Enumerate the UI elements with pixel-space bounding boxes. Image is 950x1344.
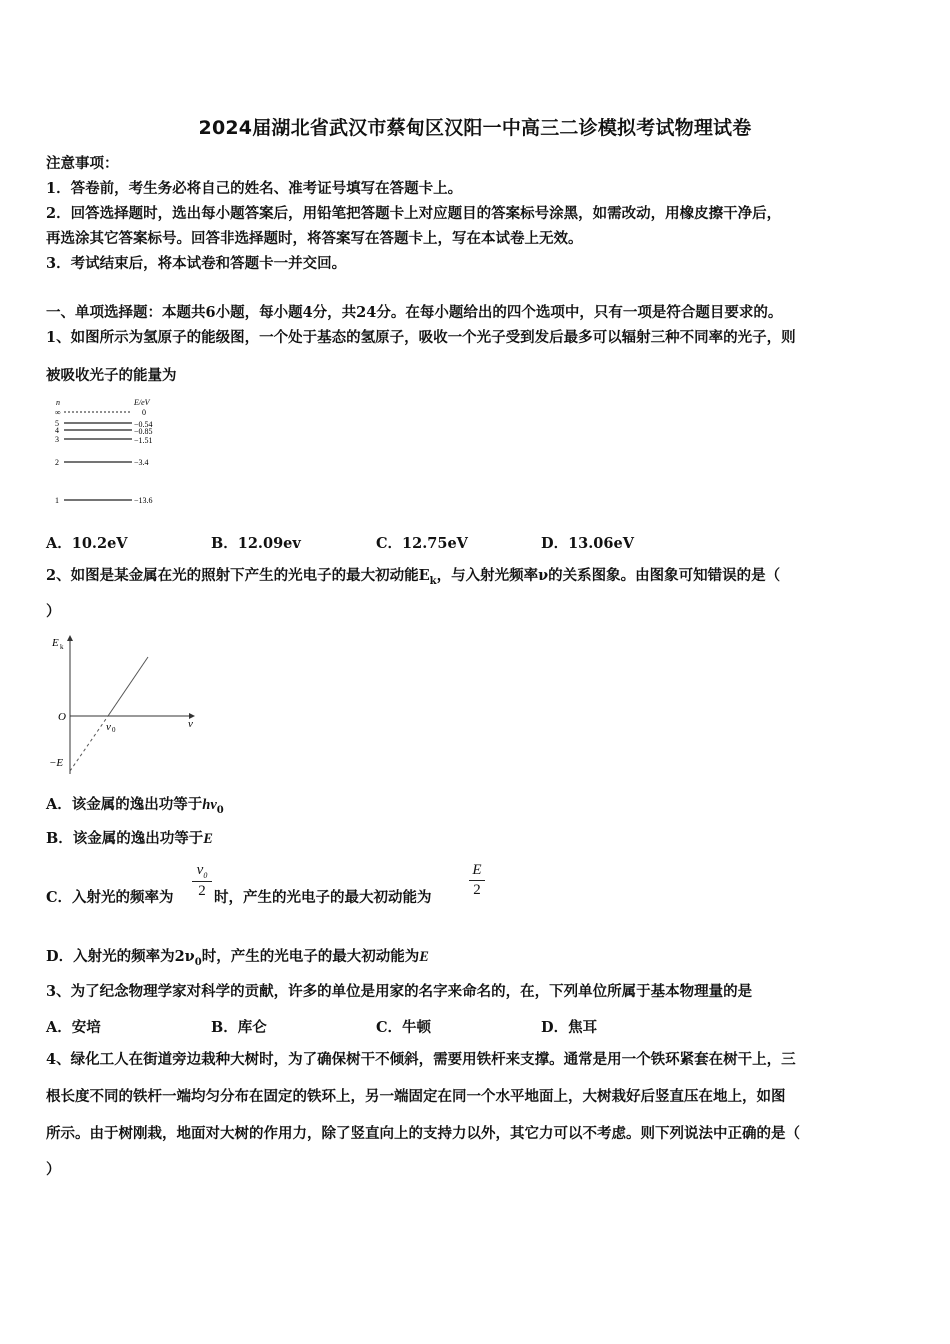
q2-stem-line1 [46,566,780,592]
q2-option-a-sub: 0 [216,804,224,816]
section-heading: 一、单项选择题：本题共6小题，每小题4分，共24分。在每小题给出的四个选项中，只有一项是符合题目要求的。 [46,304,783,321]
ek-frequency-graph [44,626,204,778]
q3-option-a[interactable]: A．安培 [46,1019,101,1036]
q3-options [0,1016,950,1036]
ek-line-dashed [70,716,108,771]
q2-option-d[interactable] [46,947,429,973]
q2-option-a[interactable] [46,795,224,821]
frac2-num: E [472,862,482,878]
threshold-frequency-sub: 0 [112,726,116,734]
threshold-frequency-label: ν [106,721,111,733]
y-axis-label-sub: k [60,643,64,651]
q1-stem-line2: 被吸收光子的能量为 [46,367,177,384]
level-e-4-value: −0.85 [134,427,153,436]
q2-option-c-text: C．入射光的频率为 [46,889,174,906]
q2-option-b-math: E [203,831,213,847]
level-e-1: −13.6 [134,496,153,505]
q4-stem-line2: 根长度不同的铁杆一端均匀分布在固定的铁环上，另一端固定在同一个水平地面上，大树栽好后竖直压在地上，如图 [46,1088,786,1105]
level-n-1: 1 [55,496,59,505]
level-n-2: 2 [55,458,59,467]
level-e-inf: 0 [142,408,146,417]
q4-stem-line3: 所示。由于树刚栽，地面对大树的作用力，除了竖直向上的支持力以外，其它力可以不考虑。则下列说法中正确的是（ [46,1125,800,1142]
y-axis-label: E [52,637,59,649]
q3-option-b[interactable]: B．库仑 [211,1019,267,1036]
energy-level-diagram [52,396,172,512]
q1-option-a[interactable]: A．10.2eV [46,535,128,552]
frac1-den: 2 [198,883,206,899]
q2-option-d-math: E [419,949,429,965]
document-title: 2024届湖北省武汉市蔡甸区汉阳一中高三二诊模拟考试物理试卷 [198,117,752,139]
q2-stem-start: 2、如图是某金属在光的照射下产生的光电子的最大初动能E [46,567,430,584]
level-e-2: −3.4 [134,458,149,467]
q2-stem-rest: ，与入射光频率ν的关系图象。由图象可知错误的是（ [436,567,781,584]
notice-item-2-cont: 再选涂其它答案标号。回答非选择题时，将答案写在答题卡上，写在本试卷上无效。 [46,230,583,247]
q2-stem-line2: ） [46,603,61,620]
q1-option-c[interactable]: C．12.75eV [376,535,468,552]
notice-heading: 注意事项： [46,155,119,172]
q2-option-d-text: D．入射光的频率为2ν [46,948,195,965]
q2-option-d-mid: 时，产生的光电子的最大初动能为 [201,948,420,965]
energy-column-label: E/eV [134,398,150,407]
q1-option-b[interactable]: B．12.09ev [211,535,301,552]
q2-option-c-mid: 时，产生的光电子的最大初动能为 [214,889,432,906]
notice-item-3: 3．考试结束后，将本试卷和答题卡一并交回。 [46,255,347,272]
notice-item-2: 2．回答选择题时，选出每小题答案后，用铅笔把答题卡上对应题目的答案标号涂黑，如需改动，用橡皮擦干净后， [46,205,782,222]
q2-option-b[interactable] [46,829,213,849]
notice-item-1: 1．答卷前，考生务必将自己的姓名、准考证号填写在答题卡上。 [46,180,463,197]
q2-option-a-text: A．该金属的逸出功等于 [46,796,203,813]
n-column-label: n [56,398,60,407]
level-e-3: −1.51 [134,436,153,445]
q2-option-d-sub: 0 [194,956,202,968]
level-n-inf: ∞ [55,408,61,417]
q4-stem-line4: ） [46,1161,61,1178]
q2-stem-sub: k [429,575,437,587]
level-n-3: 3 [55,435,59,444]
q3-option-c[interactable]: C．牛顿 [376,1019,432,1036]
ek-line-solid [108,657,148,716]
origin-label: O [58,711,66,723]
q1-options [0,532,950,552]
q2-option-c[interactable] [0,860,950,920]
q4-stem-line1: 4、绿化工人在街道旁边栽种大树时，为了确保树干不倾斜，需要用铁杆来支撑。通常是用一个铁环紧套在树干上，三 [46,1051,796,1068]
q2-option-a-math: hν [202,797,217,813]
frac2-den: 2 [473,882,481,898]
q1-stem-line1: 1、如图所示为氢原子的能级图，一个处于基态的氢原子，吸收一个光子受到发后最多可以辐射三种不同率的光子，则 [46,329,796,346]
level-e-5: −0.54 [134,420,153,429]
intercept-energy-label: −E [49,757,64,769]
fraction-e-over-2 [469,862,485,899]
q1-option-d[interactable]: D．13.06eV [541,535,634,552]
frac1-num: ν [196,862,204,878]
level-n-4: 4 [55,426,59,435]
level-n-5: 5 [55,419,59,428]
q2-option-b-text: B．该金属的逸出功等于 [46,830,204,847]
fraction-nu0-over-2 [192,862,212,900]
frac1-num-sub: 0 [203,871,208,880]
x-axis-label: ν [188,718,193,730]
q3-stem: 3、为了纪念物理学家对科学的贡献，许多的单位是用家的名字来命名的，在，下列单位所属于基本物理量的是 [46,983,753,1000]
q3-option-d[interactable]: D．焦耳 [541,1019,598,1036]
